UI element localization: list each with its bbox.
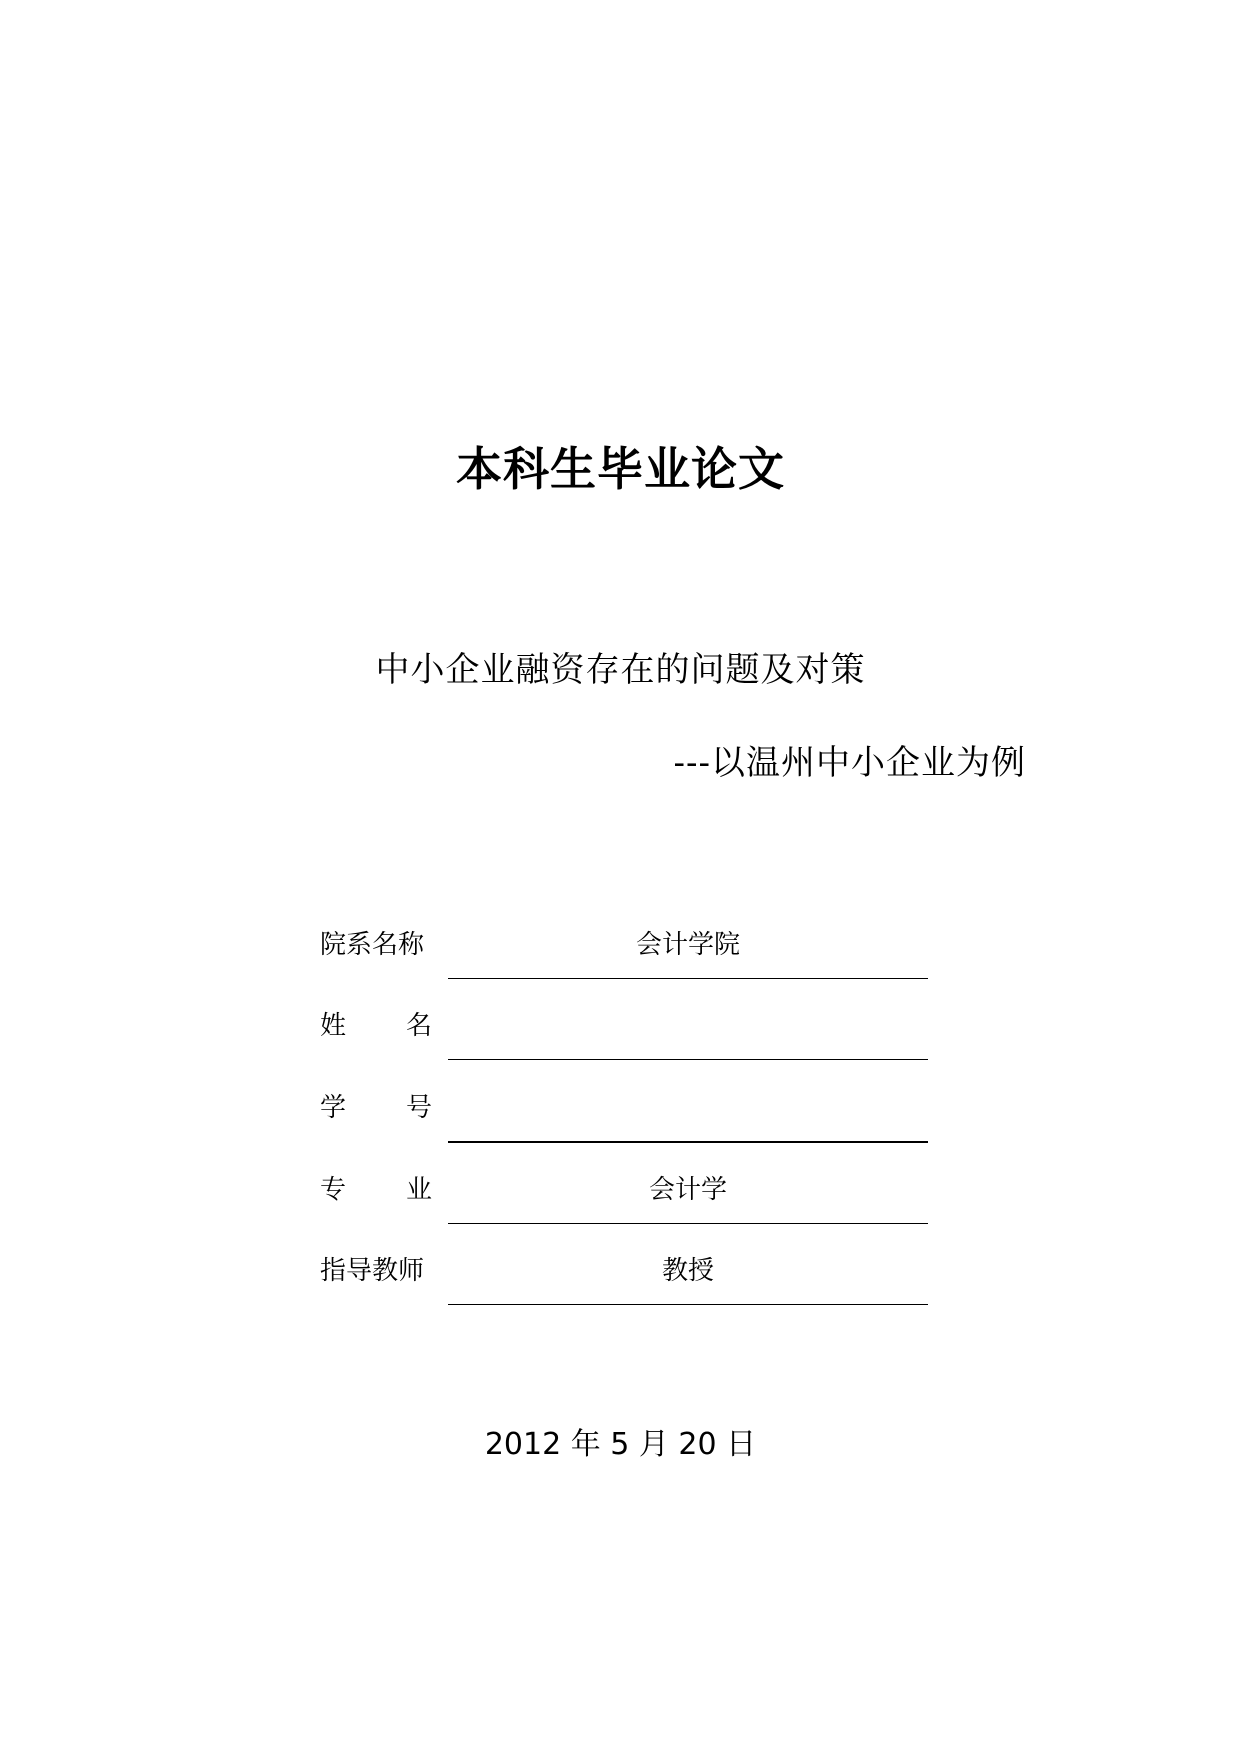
label-char: 专 [320,1175,347,1205]
field-label-student-id [320,1091,432,1125]
info-row-student-id [320,1085,928,1145]
thesis-subtitle: ---以温州中小企业为例 [673,743,1026,783]
underline [448,1304,928,1305]
info-row-name [320,1003,928,1063]
field-label-major [320,1173,432,1207]
info-row-department [320,922,928,982]
label-char: 名 [405,1011,432,1041]
submission-date: 2012 年 5 月 20 日 [484,1427,757,1462]
thesis-title: 中小企业融资存在的问题及对策 [375,650,866,690]
info-row-advisor [320,1248,928,1308]
field-value-major: 会计学 [648,1175,727,1205]
underline [448,1141,928,1143]
label-char: 业 [405,1175,432,1205]
field-label-name [320,1009,432,1043]
label-char: 姓 [320,1011,347,1041]
field-value-department: 会计学院 [635,930,740,960]
field-value-advisor: 教授 [661,1256,714,1286]
label-char: 学 [320,1093,347,1123]
page-title: 本科生毕业论文 [456,442,785,496]
field-label-advisor: 指导教师 [320,1256,425,1286]
info-row-major [320,1167,928,1227]
field-label-department: 院系名称 [320,930,425,960]
label-char: 号 [405,1093,432,1123]
underline [448,1059,928,1060]
underline [448,978,928,979]
underline [448,1223,928,1224]
